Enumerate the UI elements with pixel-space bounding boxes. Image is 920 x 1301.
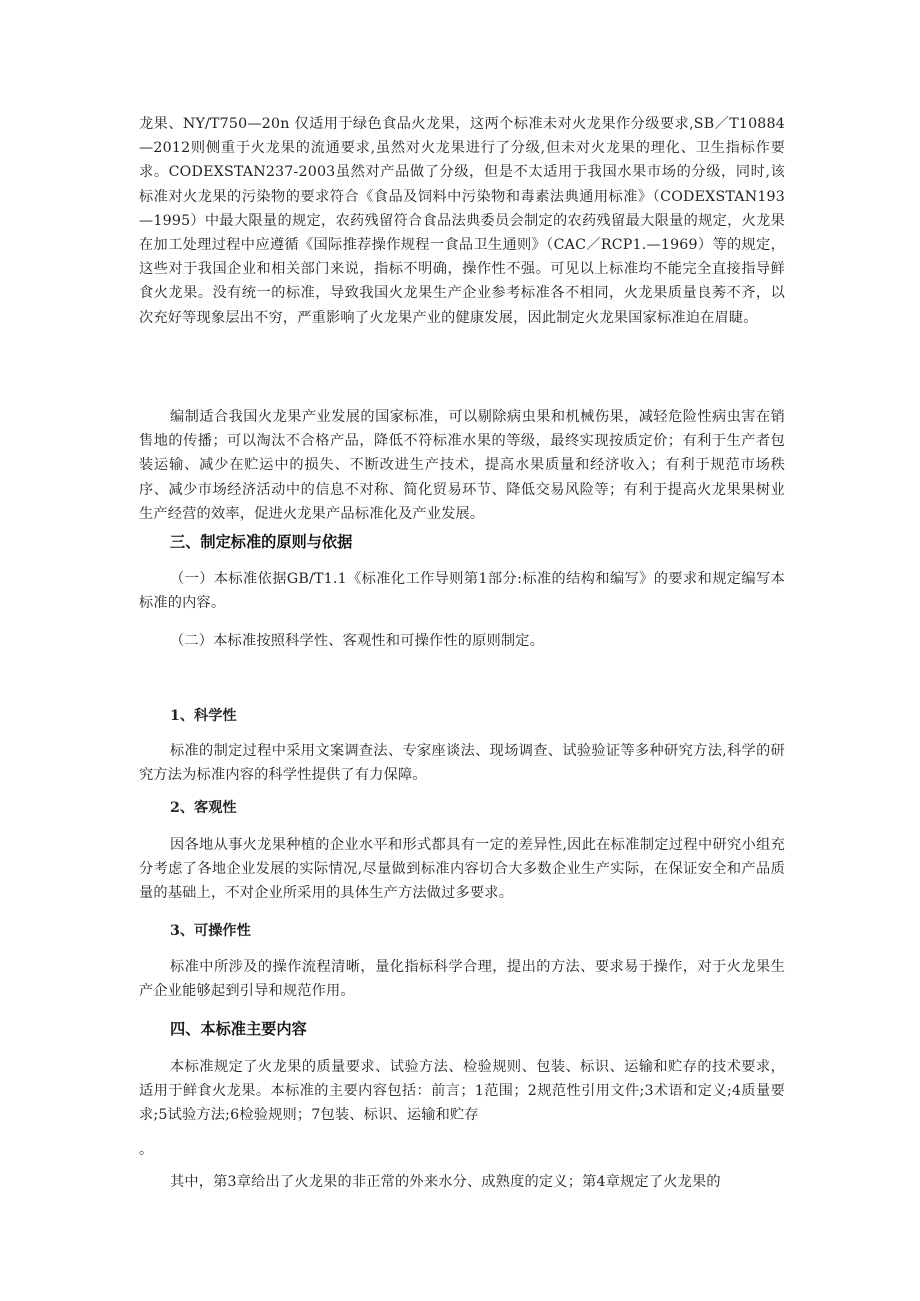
subheading-scientific: 1、科学性 (170, 708, 237, 724)
section-heading-principles: 三、制定标准的原则与依据 (170, 533, 353, 551)
paragraph-operability: 标准中所涉及的操作流程清晰，量化指标科学合理，提出的方法、要求易于操作，对于火龙果生产企业能够起到引导和规范作用。 (139, 959, 785, 1000)
paragraph-objective: 因各地从事火龙果种植的企业水平和形式都具有一定的差异性,因此在标准制定过程中研究小组充分考虑了各地企业发展的实际情况,尽量做到标准内容切合大多数企业生产实际，在保证安全和产品质量的基础上，不对企业所采用的具体生产方法做过多要求。 (139, 837, 785, 902)
section-heading-main-content: 四、本标准主要内容 (170, 1020, 307, 1038)
paragraph-basis-gbt: （一）本标准依据GB/T1.1《标准化工作导则第1部分:标准的结构和编写》的要求和规定编写本标准的内容。 (139, 571, 785, 612)
paragraph-scientific: 标准的制定过程中采用文案调查法、专家座谈法、现场调查、试验验证等多种研究方法,科学的研究方法为标准内容的科学性提供了有力保障。 (139, 743, 785, 784)
paragraph-chapter-summary: 其中，第3章给出了火龙果的非正常的外来水分、成熟度的定义；第4章规定了火龙果的 (170, 1174, 721, 1190)
paragraph-standards-review: 龙果、NY/T750—20n 仅适用于绿色食品火龙果，这两个标准未对火龙果作分级要求,SB／T10884—2012则侧重于火龙果的流通要求,虽然对火龙果进行了分级,但未对火龙果的理化、卫生指标作要求。CODEXSTAN237-2003虽然对产品做了分级，但是不太适用于我国水果市场的分级，同时,该标准对火龙果的污染物的要求符合《食品及饲料中污染物和毒素法典通用标准》（CODEXSTAN193—1995）中最大限量的规定，农药残留符合食品法典委员会制定的农药残留最大限量的规定，火龙果在加工处理过程中应遵循《国际推荐操作规程一食品卫生通则》（CAC／RCP1.—1969）等的规定，这些对于我国企业和相关部门来说，指标不明确，操作性不强。可见以上标准均不能完全直接指导鲜食火龙果。没有统一的标准，导致我国火龙果生产企业参考标准各不相同，火龙果质量良莠不齐，以次充好等现象层出不穷，严重影响了火龙果产业的健康发展，因此制定火龙果国家标准迫在眉睫。 (139, 116, 785, 326)
paragraph-main-content: 本标准规定了火龙果的质量要求、试验方法、检验规则、包装、标识、运输和贮存的技术要求，适用于鲜食火龙果。本标准的主要内容包括：前言；1范围；2规范性引用文件;3术语和定义;4质量要求;5试验方法;6检验规则；7包装、标识、运输和贮存 (139, 1059, 785, 1124)
paragraph-principles: （二）本标准按照科学性、客观性和可操作性的原则制定。 (170, 633, 545, 649)
paragraph-benefits: 编制适合我国火龙果产业发展的国家标准，可以剔除病虫果和机械伤果，减轻危险性病虫害在销售地的传播；可以淘汰不合格产品，降低不符标准水果的等级，最终实现按质定价；有利于生产者包装运输、减少在贮运中的损失、不断改进生产技术，提高水果质量和经济收入；有利于规范市场秩序、减少市场经济活动中的信息不对称、简化贸易环节、降低交易风险等；有利于提高火龙果果树业生产经营的效率，促进火龙果产品标准化及产业发展。 (139, 409, 785, 522)
subheading-objective: 2、客观性 (170, 800, 237, 816)
paragraph-trailing-period: 。 (139, 1142, 154, 1158)
subheading-operability: 3、可操作性 (170, 923, 251, 939)
